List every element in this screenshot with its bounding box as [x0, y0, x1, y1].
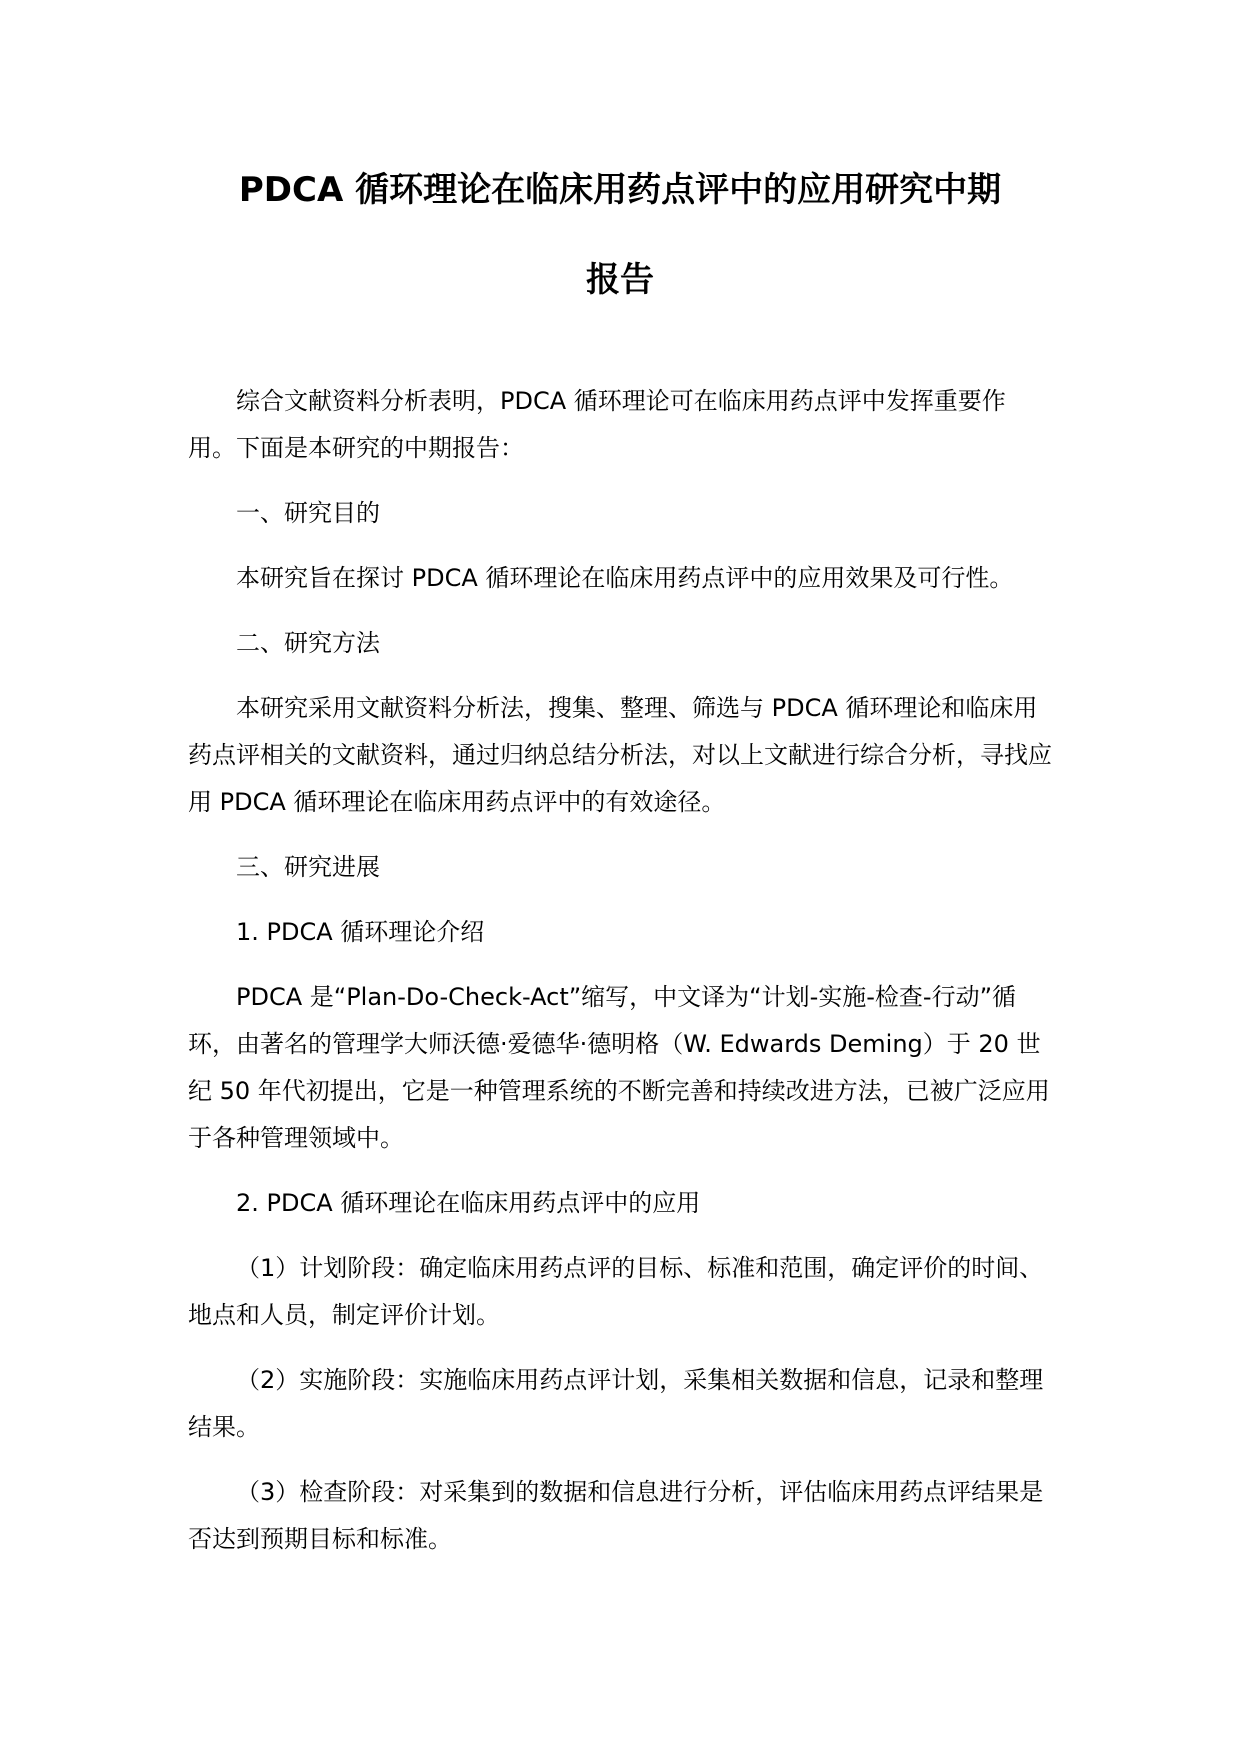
- method-paragraph: 本研究采用文献资料分析法，搜集、整理、筛选与 PDCA 循环理论和临床用药点评相关的文献资料，通过归纳总结分析法，对以上文献进行综合分析，寻找应用 PDCA 循环理论在临床用药点评中的有效途径。: [188, 694, 1052, 816]
- subheading-pdca-application: 2. PDCA 循环理论在临床用药点评中的应用: [236, 1189, 701, 1217]
- purpose-paragraph: 本研究旨在探讨 PDCA 循环理论在临床用药点评中的应用效果及可行性。: [236, 564, 1014, 592]
- title-line-2: 报告: [586, 260, 654, 300]
- intro-paragraph: 综合文献资料分析表明，PDCA 循环理论可在临床用药点评中发挥重要作用。下面是本研究的中期报告：: [188, 387, 1006, 462]
- do-stage-paragraph: （2）实施阶段：实施临床用药点评计划，采集相关数据和信息，记录和整理结果。: [188, 1366, 1044, 1441]
- title-line-1: PDCA 循环理论在临床用药点评中的应用研究中期: [238, 170, 1002, 210]
- section-heading-method: 二、研究方法: [236, 629, 380, 657]
- document-title: [188, 170, 1052, 300]
- document-page: [188, 170, 1052, 1581]
- plan-stage-paragraph: （1）计划阶段：确定临床用药点评的目标、标准和范围，确定评价的时间、地点和人员，制定评价计划。: [188, 1254, 1044, 1329]
- check-stage-paragraph: （3）检查阶段：对采集到的数据和信息进行分析，评估临床用药点评结果是否达到预期目标和标准。: [188, 1478, 1044, 1553]
- pdca-intro-paragraph: PDCA 是“Plan-Do-Check-Act”缩写，中文译为“计划-实施-检查-行动”循环，由著名的管理学大师沃德·爱德华·德明格（W. Edwards Deming）于 20 世纪 50 年代初提出，它是一种管理系统的不断完善和持续改进方法，已被广泛应用于各种管理领域中。: [188, 983, 1050, 1152]
- section-heading-purpose: 一、研究目的: [236, 499, 380, 527]
- subheading-pdca-intro: 1. PDCA 循环理论介绍: [236, 918, 485, 946]
- document-body: [188, 378, 1052, 1563]
- section-heading-progress: 三、研究进展: [236, 853, 380, 881]
